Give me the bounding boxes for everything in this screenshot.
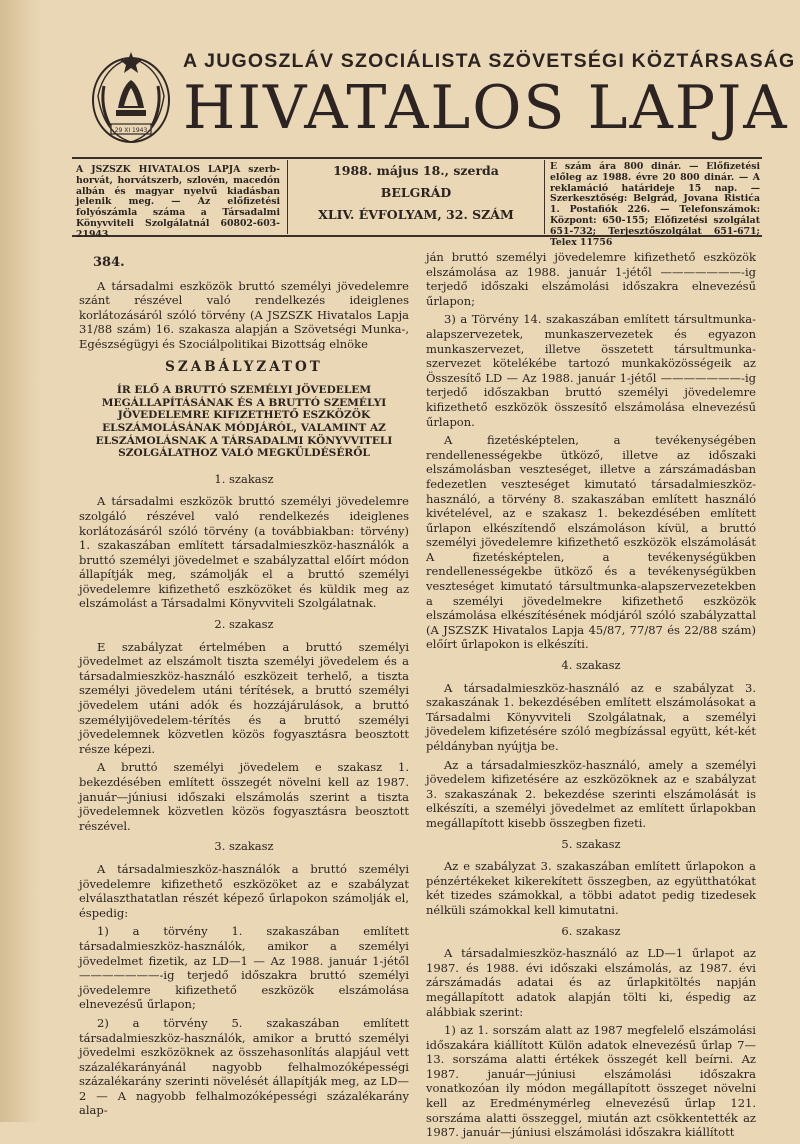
section-4-paragraph-2: Az a társadalmieszköz-használó, amely a személyi jövedelem kifizetésére az eszközöknek az e szabályzat 3. szakaszának 2. bekezdése szerinti elszámolását is elkészíti, a személyi jövedelmet az említett űrlapokban megállapított kisebb összegben fizeti.	[426, 757, 756, 830]
masthead-title: HIVATALOS LAPJA	[183, 73, 789, 143]
header-rule-top	[72, 157, 762, 159]
regulation-title: SZABÁLYZATOT	[165, 358, 323, 375]
insolvency-paragraph: A fizetésképtelen, a tevékenységében rendellenességekbe ütköző, illetve az időszaki elszámolásban veszteséget, illetve a zárszámadásban fedezetlen veszteséget kimutató társadalmieszköz-használó, a törvény 8. szakaszában említett használó kivételével, az e szakasz 1. bekezdésében említett űrlapon elkészítendő elszámoláson kívül, a bruttó személyi jövedelemre kifizethető eszközök elszámolását A fizetésképtelen, a tevékenységükben rendellenességekbe ütköző és a tevékenységükben veszteséget kimutató társultmunka-alapszervezetekben a személyi jövedelmekre kifizethető eszközök elszámolása elkészítésének módjáról szóló szabályzattal (A JSZSZK Hivatalos Lapja 45/87, 77/87 és 22/88 szám) előírt űrlapokon is elkészíti.	[426, 433, 756, 652]
section-1-heading: 1. szakasz	[214, 471, 274, 486]
section-3-paragraph-1: A társadalmieszköz-használók a bruttó személyi jövedelemre kifizethető eszközöket az e szabályzat elválaszthatatlan részét képező űrlapokon számolják el, éspedig:	[79, 861, 409, 920]
issue-volume: XLIV. ÉVFOLYAM, 32. SZÁM	[318, 207, 514, 222]
svg-text:29 XI 1943: 29 XI 1943	[114, 127, 148, 134]
issue-date: 1988. május 18., szerda	[333, 163, 499, 178]
section-2-heading: 2. szakasz	[214, 617, 274, 632]
page-edge-shadow	[0, 0, 40, 1122]
section-2-paragraph-2: A bruttó személyi jövedelem e szakasz 1. bekezdésében említett összegét növelni kell az 1987. január—júniusi időszaki elszámolás szerint a tiszta jövedelemnek közvetlen közös fogyasztásra beosztott részével.	[79, 760, 409, 833]
section-1-text: A társadalmi eszközök bruttó személyi jövedelemre szolgáló részével való rendelkezés ideiglenes korlátozásáról szóló törvény (a továbbiakban: törvény) 1. szakaszában említett társadalmieszköz-használók a bruttó személyi jövedelmet e szabályzattal előírt módon állapítják meg, számolják el a bruttó személyi jövedelemre kifizethető eszközöket és küldik meg az elszámolást a Társadalmi Könyvviteli Szolgálatnak.	[79, 494, 409, 611]
header-separator-left	[287, 160, 288, 234]
section-2-paragraph-1: E szabályzat értelmében a bruttó személyi jövedelmet az elszámolt tiszta személyi jövedelem és a társadalmieszköz-használó eszközeit terhelő, a tiszta személyi jövedelem utáni térítések, a bruttó személyi jövedelem utáni adók és hozzájárulások, a bruttó személyijövedelem-térítés és a bruttó személyi jövedelemnek közvetlen közös fogyasztásra beosztott része képezi.	[79, 639, 409, 756]
continued-paragraph: ján bruttó személyi jövedelemre kifizethető eszközök elszámolása az 1988. január 1-jétől ———————-ig terjedő időszaki elszámolási időszakra elnevezésű űrlapon;	[426, 250, 756, 308]
issue-city: BELGRÁD	[380, 185, 452, 200]
state-emblem	[86, 46, 176, 150]
section-6-paragraph-1: A társadalmieszköz-használó az LD—1 űrlapot az 1987. és 1988. évi időszaki elszámolás, az 1987. évi zárszámadás adatai és az űrlapkitöltés napján megállapított adatok alapján tölti ki, éspedig az alábbiak szerint:	[426, 946, 756, 1019]
section-5-paragraph-1: Az e szabályzat 3. szakaszában említett űrlapokon a pénzértékeket kikerekített összegben, az együtthatókat két tizedes számokkal, a többi adatot pedig tizedesek nélküli számokkal kell kimutatni.	[426, 859, 756, 917]
subscription-info: E szám ára 800 dinár. — Előfizetési előleg az 1988. évre 20 800 dinár. — A reklamáció határideje 15 nap. — Szerkesztőség: Belgrád, Jovana Ristića 1. Postafiók 226. — Telefonszámok: Központ: 650-155; Előfizetési szolgálat 651-732; Terjesztőszolgálat 651-671; Telex 11756	[550, 161, 760, 248]
section-5-heading: 5. szakasz	[561, 836, 621, 851]
left-column	[79, 256, 409, 1122]
item-3-paragraph: 3) a Törvény 14. szakaszában említett társultmunka-alapszervezetek, munkaszervezetek és egyazon munkaszervezet, illetve összetett társultmunka-szervezet kötelékébe tartozó munkaközösségeik az Összesítő LD — Az 1988. január 1-jétől ———————-ig terjedő időszakban bruttó személyi jövedelemre kifizethető eszközök összesítő elszámolása elnevezésű űrlapon.	[426, 312, 756, 429]
publication-info: A JSZSZK HIVATALOS LAPJA szerb-horvát, horvátszerb, szlovén, macedón albán és magyar nyelvű kiadásban jelenik meg. — Az előfizetési folyószámla száma a Társadalmi Könyvviteli Szolgálatnál 60802-603-21943	[76, 164, 280, 240]
regulation-subtitle: ÍR ELŐ A BRUTTÓ SZEMÉLYI JÖVEDELEM MEGÁLLAPÍTÁSÁNAK ÉS A BRUTTÓ SZEMÉLYI JÖVEDELEMRE KIFIZETHETŐ ESZKÖZÖK ELSZÁMOLÁSÁNAK MÓDJÁRÓL, VALAMINT AZ ELSZÁMOLÁSNAK A TÁRSADALMI KÖNYVVITELI SZOLGÁLATHOZ VALÓ MEGKÜLDÉSÉRŐL	[95, 384, 393, 460]
section-4-paragraph-1: A társadalmieszköz-használó az e szabályzat 3. szakaszának 1. bekezdésében említett elszámolásokat a Társadalmi Könyvviteli Szolgálatnak, a személyi jövedelem kifizetésére szóló megbízással együtt, két-két példányban nyújtja be.	[426, 680, 756, 753]
header-separator-right	[544, 160, 545, 234]
section-3-paragraph-3: 2) a törvény 5. szakaszában említett társadalmieszköz-használók, amikor a bruttó személyi jövedelmi eszközöknek az összehasonlítás alapjául vett százalékarányánál nagyobb felhalmozóképességi százalékarány szerinti növelését állapítják meg, az LD—2 — A nagyobb felhalmozóképességi százalékarány alap-	[79, 1015, 409, 1118]
masthead-country: A JUGOSZLÁV SZOCIÁLISTA SZÖVETSÉGI KÖZTÁRSASÁG	[183, 50, 796, 72]
section-4-heading: 4. szakasz	[561, 658, 621, 673]
intro-paragraph: A társadalmi eszközök bruttó személyi jövedelemre szánt részével való rendelkezés ideiglenes korlátozásáról szóló törvény (A JSZSZK Hivatalos Lapja 31/88 szám) 16. szakasza alapján a Szövetségi Munka-, Egészségügyi és Szociálpolitikai Bizottság elnöke	[79, 278, 409, 351]
section-6-heading: 6. szakasz	[561, 923, 621, 938]
document-number: 384.	[93, 255, 125, 270]
right-column	[426, 250, 756, 1144]
section-6-paragraph-2: 1) az 1. sorszám alatt az 1987 megfelelő elszámolási időszakára kiállított Külön adatok elnevezésű űrlap 7—13. sorszáma alatti értékek összegét kell beírni. Az 1987. január—júniusi elszámolási időszakra vonatkozóan ily módon megállapított összeget növelni kell az Eredménymérleg elnevezésű űrlap 121. sorszáma alatti összeggel, miután azt csökkentették az 1987. január—júniusi elszámolási időszakra kiállított	[426, 1023, 756, 1140]
issue-info	[294, 163, 538, 229]
section-3-heading: 3. szakasz	[214, 839, 274, 854]
section-3-paragraph-2: 1) a törvény 1. szakaszában említett társadalmieszköz-használók, amikor a személyi jövedelmet fizetik, az LD—1 — Az 1988. január 1-jétől ———————-ig terjedő időszakra bruttó személyi jövedelemre kifizethető eszközök elszámolása elnevezésű űrlapon;	[79, 924, 409, 1012]
